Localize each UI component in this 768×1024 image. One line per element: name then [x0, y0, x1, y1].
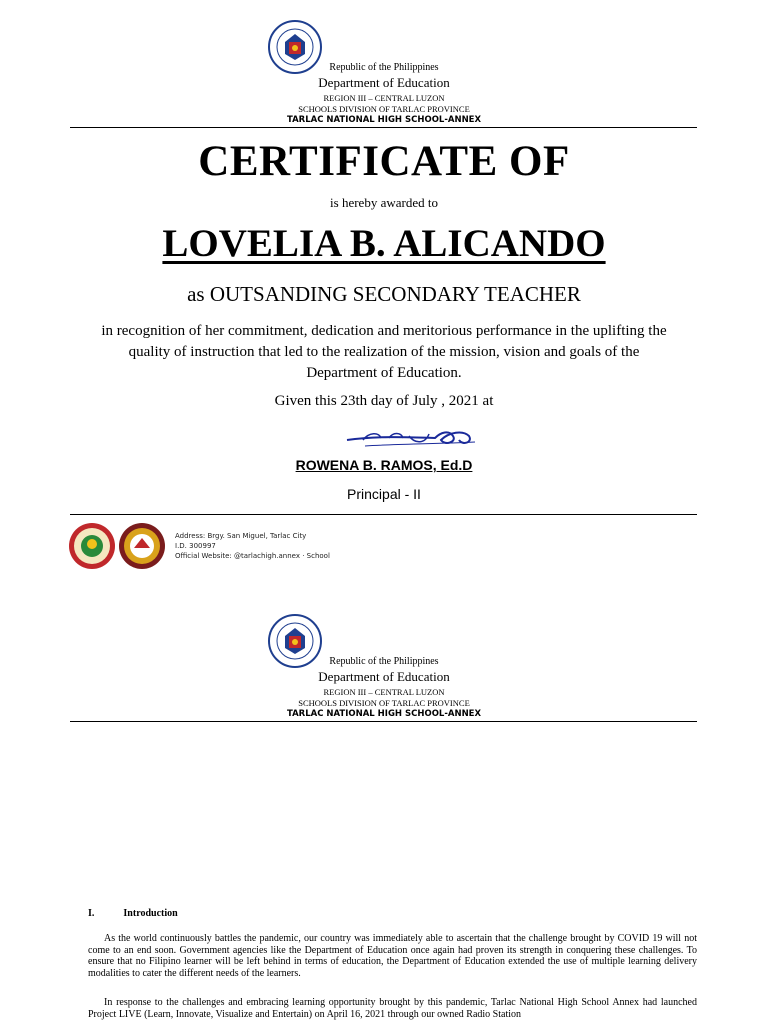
- section-title: Introduction: [123, 908, 178, 919]
- department-line: Department of Education: [318, 75, 450, 90]
- header-divider: [70, 127, 697, 128]
- report-paragraph: As the world continuously battles the pandemic, our country was immediately able to ascertain that the challenge brought by COVID 19 will not come to an end soon. Government agencies like the Department of Education once again had proven its strength in conquering these challenges. To ensure that no Filipino learner will be left behind in terms of education, the Department of Education extended the use of multiple learning delivery modalities to cater the different needs of the learners.: [88, 933, 697, 979]
- division-logo: [68, 522, 116, 570]
- recipient-name: LOVELIA B. ALICANDO: [162, 222, 606, 265]
- citation-line: in recognition of her commitment, dedication and meritorious performance in the uplifting the: [101, 323, 667, 339]
- region-line: REGION III – CENTRAL LUZON: [323, 93, 445, 103]
- report-paragraph: In response to the challenges and embracing learning opportunity brought by this pandemic, Tarlac National High School Annex had launched Project LIVE (Learn, Innovate, Visualize and Entertain) on April 16, 2021 through our owned Radio Station: [88, 997, 697, 1020]
- republic-line: Republic of the Philippines: [329, 656, 439, 667]
- section-number: I.: [88, 908, 95, 919]
- signature: [345, 422, 485, 456]
- signatory-name: ROWENA B. RAMOS, Ed.D: [295, 457, 473, 473]
- school-line: TARLAC NATIONAL HIGH SCHOOL-ANNEX: [286, 709, 482, 719]
- footer-divider: [70, 514, 697, 515]
- school-logo: [118, 522, 166, 570]
- division-line: SCHOOLS DIVISION OF TARLAC PROVINCE: [298, 698, 470, 708]
- department-line: Department of Education: [318, 669, 450, 684]
- division-line: SCHOOLS DIVISION OF TARLAC PROVINCE: [298, 104, 470, 114]
- citation-line: Department of Education.: [306, 365, 462, 381]
- footer-id: I.D. 300997: [175, 542, 216, 550]
- given-date: Given this 23th day of July , 2021 at: [274, 393, 494, 409]
- citation-text: [0, 321, 768, 384]
- citation-line: quality of instruction that led to the realization of the mission, vision and goals of the: [128, 344, 640, 360]
- school-line: TARLAC NATIONAL HIGH SCHOOL-ANNEX: [286, 115, 482, 125]
- region-line: REGION III – CENTRAL LUZON: [323, 687, 445, 697]
- section-heading: [88, 908, 178, 919]
- republic-line: Republic of the Philippines: [329, 62, 439, 73]
- footer-contact: [175, 531, 330, 561]
- signatory-title: Principal - II: [347, 486, 421, 502]
- certificate-title: CERTIFICATE OF: [198, 138, 570, 185]
- header-divider: [70, 721, 697, 722]
- footer-address: Address: Brgy. San Miguel, Tarlac City: [175, 532, 307, 540]
- footer-website: Official Website: @tarlachigh.annex · School: [175, 552, 330, 560]
- award-title: as OUTSANDING SECONDARY TEACHER: [187, 282, 581, 306]
- awarded-text: is hereby awarded to: [330, 195, 438, 210]
